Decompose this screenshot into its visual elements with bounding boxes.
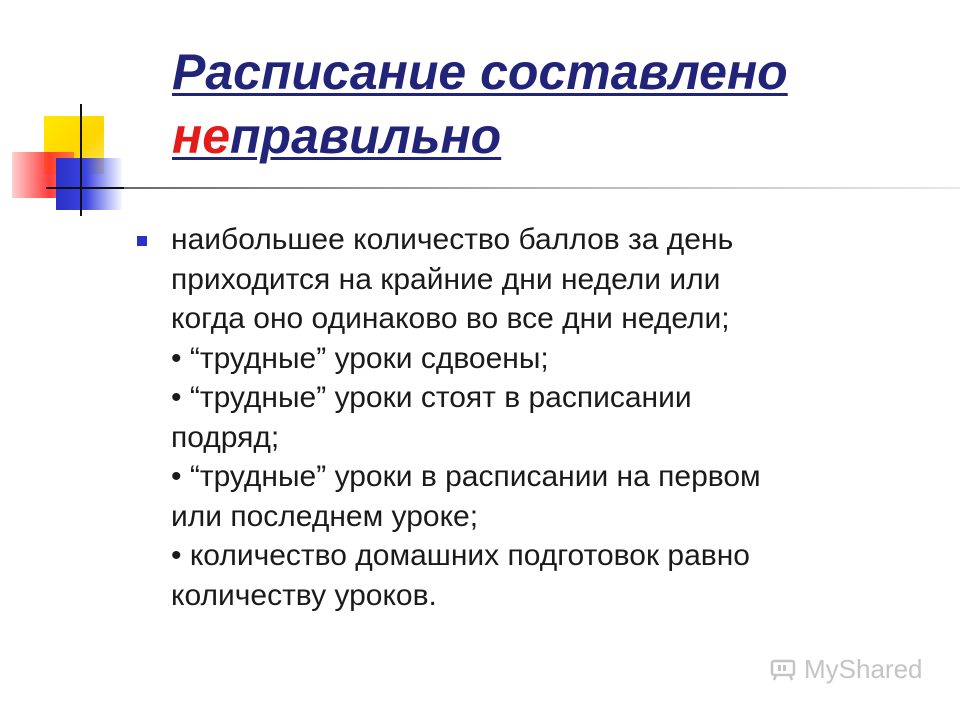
body-line: когда оно одинаково во все дни недели; [171, 302, 730, 335]
body-line: или последнем уроке; [171, 499, 479, 533]
body-line: приходится на крайние дни недели или [171, 262, 721, 296]
slide-body [137, 220, 927, 615]
body-line: подряд; [171, 420, 280, 454]
watermark-text: MyShared [804, 654, 923, 684]
watermark [770, 654, 923, 685]
myshared-logo-icon [770, 658, 798, 682]
body-line: наибольшее количество баллов за день [171, 223, 734, 256]
square-bullet-icon [137, 236, 147, 246]
decorative-squares [0, 0, 140, 220]
title-line-1: Расписание составлено [172, 44, 788, 100]
body-line: • “трудные” уроки в расписании на первом [171, 460, 761, 493]
title-divider [124, 187, 960, 189]
title-negation-prefix: не [172, 108, 231, 164]
body-line: • “трудные” уроки стоят в расписании [171, 381, 692, 414]
blue-square-decoration [56, 158, 122, 210]
slide-title [172, 40, 942, 168]
decorative-horizontal-line [46, 187, 126, 189]
body-line: количеству уроков. [171, 578, 437, 612]
title-line-2 [172, 104, 942, 168]
body-line: • количество домашних подготовок равно [171, 539, 750, 572]
title-line-2-rest: правильно [230, 108, 502, 164]
decorative-vertical-line [80, 104, 82, 216]
body-line: • “трудные” уроки сдвоены; [171, 341, 549, 375]
body-text [171, 220, 927, 615]
